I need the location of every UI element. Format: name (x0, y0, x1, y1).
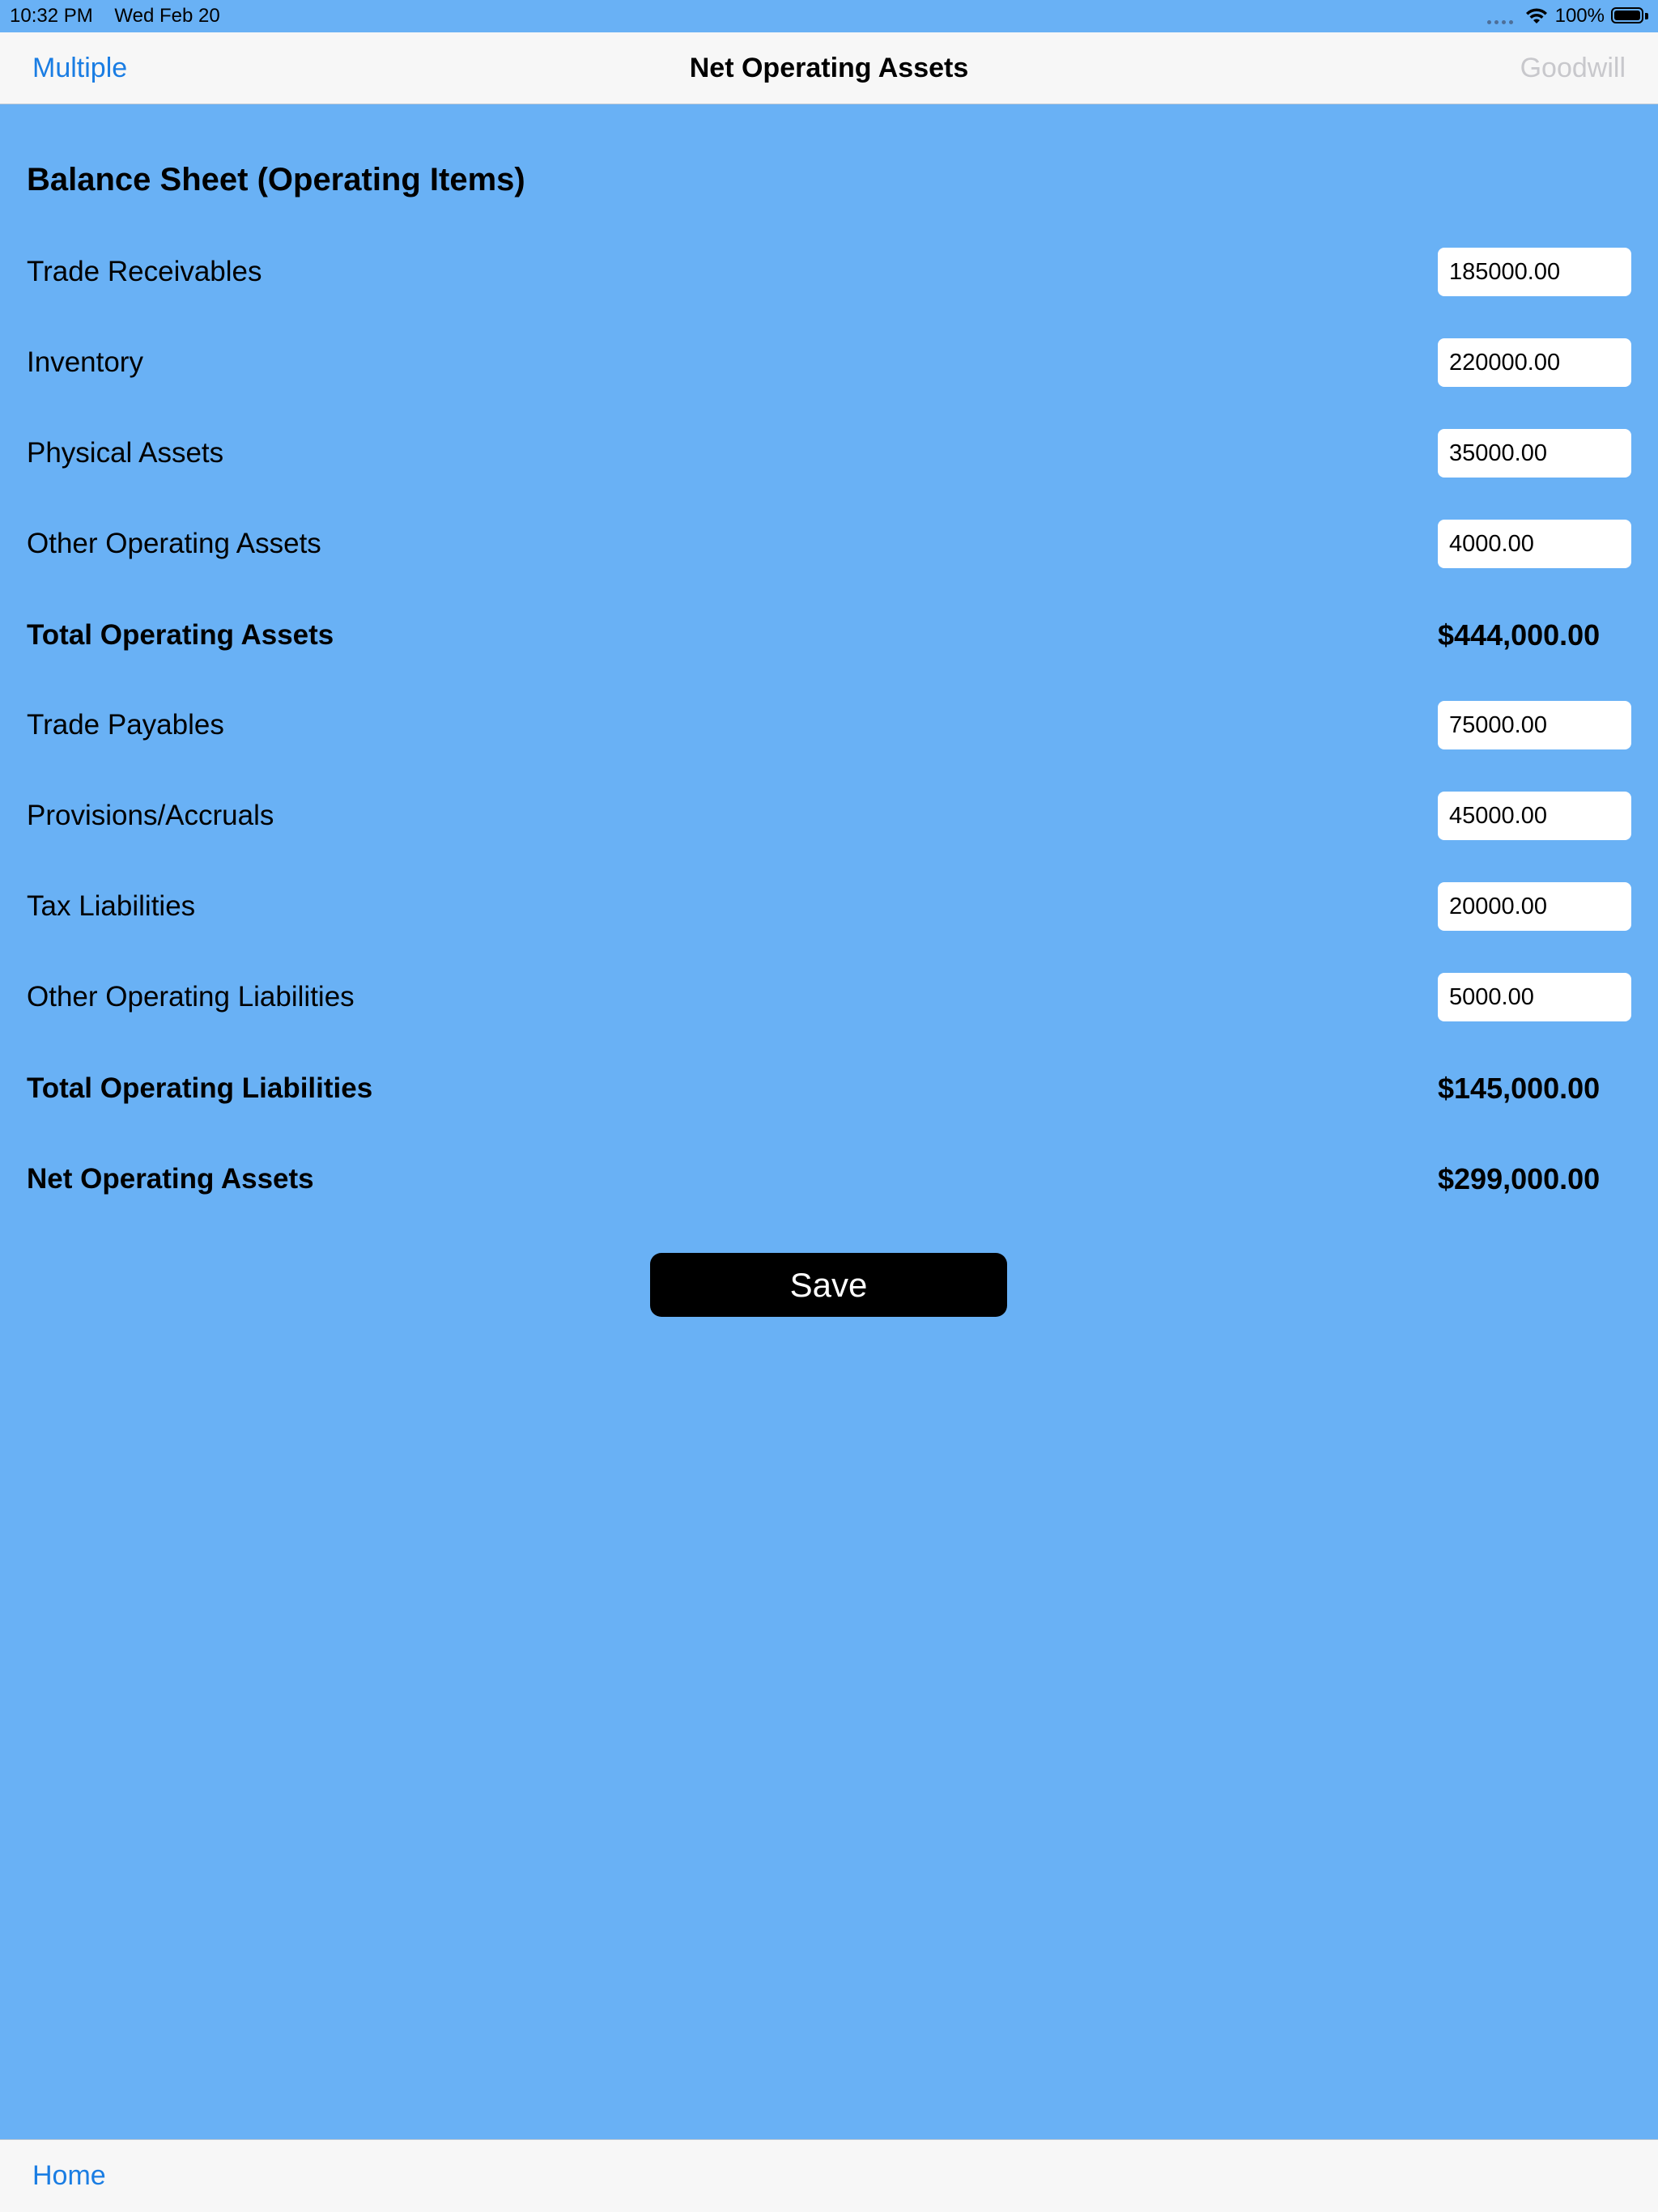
provisions-accruals-label: Provisions/Accruals (27, 800, 274, 831)
row-provisions-accruals (0, 792, 1658, 840)
trade-receivables-label: Trade Receivables (27, 256, 262, 287)
row-net-operating-assets (0, 1155, 1658, 1204)
other-operating-liabilities-label: Other Operating Liabilities (27, 981, 355, 1013)
wifi-icon (1524, 7, 1549, 25)
tax-liabilities-input[interactable] (1438, 882, 1631, 931)
bottom-toolbar (0, 2139, 1658, 2212)
provisions-accruals-input[interactable] (1438, 792, 1631, 840)
status-date: Wed Feb 20 (114, 5, 220, 27)
row-tax-liabilities (0, 882, 1658, 931)
other-operating-assets-input[interactable] (1438, 520, 1631, 568)
other-operating-assets-label: Other Operating Assets (27, 528, 321, 559)
total-operating-liabilities-value: $145,000.00 (1438, 1072, 1601, 1105)
row-total-operating-liabilities (0, 1064, 1658, 1113)
row-total-operating-assets (0, 611, 1658, 660)
inventory-label: Inventory (27, 346, 143, 378)
battery-percentage: 100% (1554, 5, 1605, 27)
net-operating-assets-label: Net Operating Assets (27, 1163, 314, 1195)
total-operating-liabilities-label: Total Operating Liabilities (27, 1072, 373, 1104)
total-operating-assets-label: Total Operating Assets (27, 619, 334, 651)
row-trade-receivables (0, 248, 1658, 296)
row-physical-assets (0, 429, 1658, 478)
total-operating-assets-value: $444,000.00 (1438, 618, 1601, 652)
status-bar (0, 0, 1658, 32)
status-time-date (10, 3, 220, 29)
navigation-bar (0, 32, 1658, 104)
inventory-input[interactable] (1438, 338, 1631, 387)
trade-payables-input[interactable] (1438, 701, 1631, 749)
row-other-operating-assets (0, 520, 1658, 568)
tax-liabilities-label: Tax Liabilities (27, 890, 196, 922)
back-button-multiple[interactable]: Multiple (32, 53, 128, 83)
net-operating-assets-value: $299,000.00 (1438, 1162, 1601, 1195)
home-button[interactable]: Home (32, 2160, 106, 2191)
row-inventory (0, 338, 1658, 387)
save-button[interactable]: Save (650, 1253, 1007, 1317)
trade-receivables-input[interactable] (1438, 248, 1631, 296)
status-indicators (1487, 3, 1648, 29)
physical-assets-label: Physical Assets (27, 437, 224, 469)
cellular-signal-icon (1487, 8, 1513, 24)
row-other-operating-liabilities (0, 973, 1658, 1021)
status-time: 10:32 PM (10, 5, 93, 27)
battery-icon (1611, 7, 1648, 25)
section-title: Balance Sheet (Operating Items) (27, 162, 525, 197)
other-operating-liabilities-input[interactable] (1438, 973, 1631, 1021)
next-button-goodwill[interactable]: Goodwill (1520, 53, 1626, 83)
physical-assets-input[interactable] (1438, 429, 1631, 478)
trade-payables-label: Trade Payables (27, 709, 224, 741)
page-title: Net Operating Assets (689, 53, 969, 83)
row-trade-payables (0, 701, 1658, 749)
